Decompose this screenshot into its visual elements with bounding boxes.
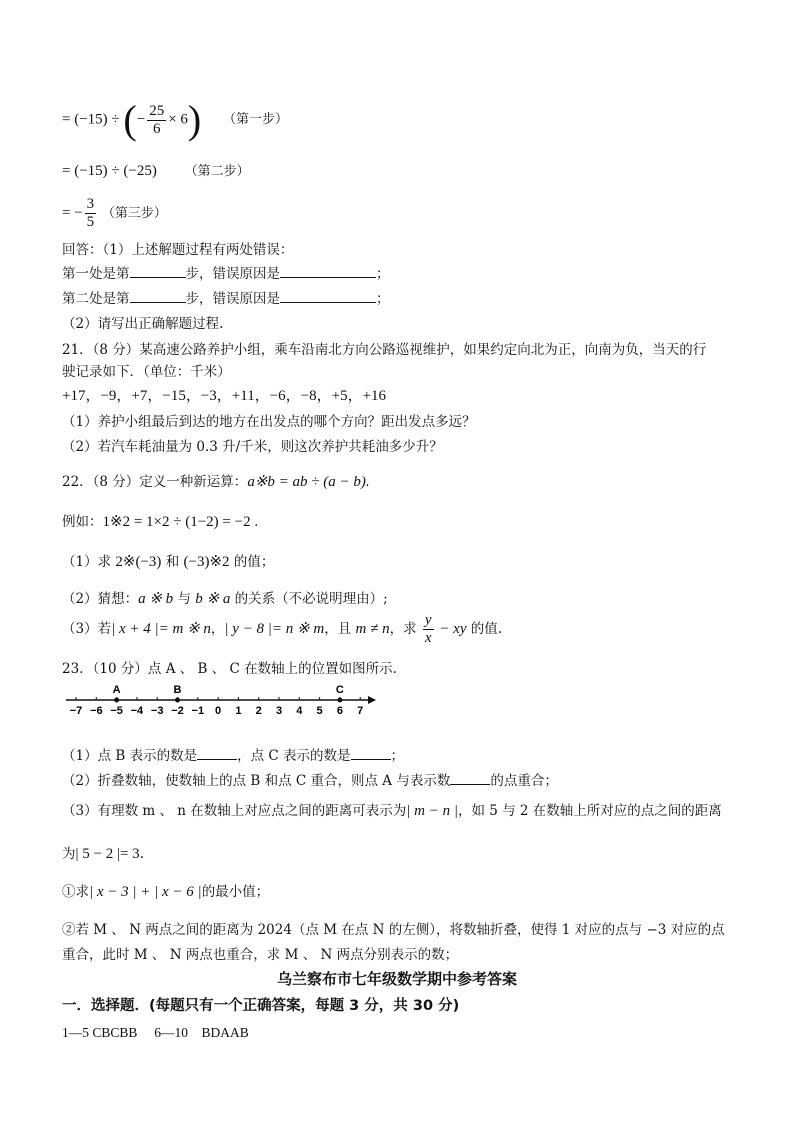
number-line: [62, 682, 382, 722]
number-line-point-c: [337, 698, 342, 703]
number-line-tick-label: 0: [215, 705, 222, 717]
sub-1-suffix: 的最小值；: [201, 884, 270, 900]
error-1-end: ；: [376, 266, 390, 282]
number-line-tick-label: −3: [150, 705, 164, 717]
q23-part-1: [62, 744, 404, 764]
error-2-label: 第二处是第: [62, 291, 130, 307]
number-line-tick-label: 7: [357, 705, 364, 717]
number-line-tick-label: −5: [110, 705, 123, 717]
number-line-point-label: A: [112, 684, 121, 696]
part-2-suffix: 的关系（不必说明理由）;: [230, 591, 388, 607]
q22-part-2: [62, 587, 388, 608]
right-paren: ): [187, 97, 202, 142]
blank-step-1: [130, 263, 186, 278]
step-1-note: （第一步）: [223, 111, 289, 127]
sub-1-prefix: ①求: [62, 884, 89, 900]
part-1-end: ；: [390, 748, 405, 764]
number-line-tick-label: 6: [336, 705, 343, 717]
answer-key-line: 1—5 CBCBB 6—10 BDAAB: [62, 1025, 249, 1040]
blank-fold-point: [450, 770, 490, 785]
solution-step-3: [62, 196, 167, 231]
blank-step-2: [130, 288, 186, 303]
part-3-wei: 为: [62, 846, 76, 862]
q23-intro: 23．（10 分）点 A 、 B 、 C 在数轴上的位置如图所示.: [62, 661, 397, 677]
part-2-prefix: （2）猜想：: [62, 591, 139, 607]
minus-xy: − xy: [435, 621, 467, 637]
answer-key-title: 乌兰察布市七年级数学期中参考答案: [276, 970, 517, 988]
error-1-reason-label: 步，错误原因是: [185, 266, 280, 282]
q22-part-1: [62, 550, 274, 571]
part-2-end: 的点重合；: [490, 773, 558, 789]
q21-line-1: 21．（8 分）某高速公路养护小组，乘车沿南北方向公路巡视维护，如果约定向北为正，向南为负，当天的行: [62, 342, 707, 358]
part-2-and: 与: [173, 591, 196, 607]
step-1-tail: × 6: [168, 111, 188, 128]
answer-section-1: 一．选择题．(每题只有一个正确答案，每题 3 分，共 30 分): [62, 998, 460, 1014]
step-1-frac-sign: −: [136, 111, 146, 128]
part-3-find: ，求: [389, 621, 421, 637]
fraction-numerator: 25: [149, 102, 165, 119]
part-3-text: （3）有理数 m 、 n 在数轴上对应点之间的距离可表示为: [62, 803, 407, 819]
error-2-end: ；: [376, 291, 390, 307]
step-1-expression: = (−15) ÷: [62, 111, 124, 128]
fraction-numerator: 3: [86, 196, 95, 212]
number-line-tick-label: −1: [191, 705, 205, 717]
q23-part-3-cont: [62, 842, 144, 863]
period: .: [139, 846, 144, 862]
part-1-and: 和: [161, 554, 184, 570]
error-2-reason-label: 步，错误原因是: [185, 291, 280, 307]
part-3-suffix: 的值.: [466, 621, 503, 637]
number-line-arrow: [368, 696, 376, 704]
q21-part-1: （1）养护小组最后到达的地方在出发点的哪个方向？距出发点多远？: [62, 414, 476, 430]
step-3-note: （第三步）: [101, 204, 167, 220]
part-3-and: ，且: [324, 621, 356, 637]
q21-records: +17，−9，+7，−15，−3，+11，−6，−8，+5，+16: [62, 388, 387, 404]
number-line-point-a: [114, 698, 119, 703]
expr-a-op-b: a ※ b: [138, 591, 174, 607]
q20-part-2: （2）请写出正确解题过程.: [62, 316, 224, 332]
fraction-denominator: 5: [86, 214, 95, 230]
number-line-tick-label: 4: [296, 705, 303, 717]
part-1-prefix: （1）求: [62, 554, 116, 570]
fraction-numerator: y: [424, 612, 432, 628]
number-line-tick-label: 2: [255, 705, 262, 717]
fraction-y-x: [423, 612, 434, 647]
solution-step-1: [62, 97, 289, 142]
q20-error-2: [62, 287, 390, 307]
q20-error-1: [62, 262, 390, 282]
abs-m-minus-n: | m − n |: [406, 803, 458, 819]
number-line-tick-label: 1: [235, 705, 242, 717]
q23-sub-2-line-2: 重合，此时 M 、 N 两点也重合，求 M 、 N 两点分别表示的数；: [62, 947, 459, 963]
blank-reason-2: [280, 288, 376, 303]
abs-y-minus-8: | y − 8 |= n ※ m: [224, 621, 325, 637]
expr-b-op-a: b ※ a: [195, 591, 231, 607]
part-2-text: （2）折叠数轴，使数轴上的点 B 和点 C 重合，则点 A 与表示数: [62, 773, 451, 789]
q21-part-2: （2）若汽车耗油量为 0.3 升/千米，则这次养护共耗油多少升？: [62, 439, 443, 455]
q22-intro: 22．（8 分）定义一种新运算：: [62, 474, 248, 490]
part-3-prefix: （3）若: [62, 621, 112, 637]
m-neq-n: m ≠ n: [355, 621, 390, 637]
number-line-tick-label: −4: [130, 705, 144, 717]
comma: ，: [210, 621, 225, 637]
q22-part-3: [62, 612, 502, 647]
abs-5-minus-2: | 5 − 2 |= 3: [75, 846, 140, 862]
blank-point-c: [351, 745, 391, 760]
part-1-b-label: （1）点 B 表示的数是: [62, 748, 198, 764]
q20-answer-intro: 回答：（1）上述解题过程有两处错误：: [62, 242, 294, 258]
fraction-denominator: 6: [152, 120, 161, 137]
part-3-text-2: ，如 5 与 2 在数轴上所对应的点之间的距离: [457, 803, 722, 819]
number-line-tick-label: −2: [171, 705, 184, 717]
fraction-denominator: x: [424, 630, 432, 646]
q23-part-3: [62, 799, 722, 820]
error-1-label: 第一处是第: [62, 266, 130, 282]
step-3-sign: = −: [62, 204, 83, 221]
number-line-tick-label: −6: [90, 705, 103, 717]
abs-sum-expression: | x − 3 | + | x − 6 |: [89, 884, 202, 900]
step-2-expression: = (−15) ÷ (−25): [62, 163, 157, 179]
step-2-note: （第二步）: [184, 163, 250, 178]
example-expression: 1※2 = 1×2 ÷ (1−2) = −2 .: [102, 514, 259, 530]
part-1-c-label: ，点 C 表示的数是: [237, 748, 351, 764]
part-1-suffix: 的值；: [229, 554, 275, 570]
number-line-point-b: [175, 698, 180, 703]
fraction-25-6: [147, 103, 166, 138]
left-paren: (: [123, 97, 137, 142]
blank-point-b: [197, 745, 237, 760]
solution-step-2: [62, 160, 250, 180]
q22-example: [62, 510, 258, 531]
abs-x-plus-4: | x + 4 |= m ※ n: [111, 621, 211, 637]
example-label: 例如：: [62, 514, 103, 530]
q23-sub-2-line-1: ②若 M 、 N 两点之间的距离为 2024（点 M 在点 N 的左侧），将数轴折叠，使得 1 对应的点与 −3 对应的点: [62, 922, 725, 938]
q22-def: a※b = ab ÷ (a − b).: [247, 474, 370, 490]
q23-part-2: [62, 769, 558, 789]
expr-neg3-op-2: (−3)※2: [183, 554, 230, 570]
q21-line-2: 驶记录如下．（单位：千米）: [62, 364, 231, 380]
blank-reason-1: [280, 263, 376, 278]
q23-sub-1: [62, 880, 269, 901]
number-line-point-label: C: [335, 684, 344, 696]
fraction-3-5: [85, 196, 97, 231]
q22-definition: [62, 470, 370, 491]
number-line-tick-label: 3: [275, 705, 283, 717]
number-line-tick-label: 5: [316, 705, 323, 717]
number-line-point-label: B: [173, 684, 182, 696]
number-line-tick-label: −7: [69, 705, 83, 717]
expr-2-op-neg3: 2※(−3): [115, 554, 162, 570]
